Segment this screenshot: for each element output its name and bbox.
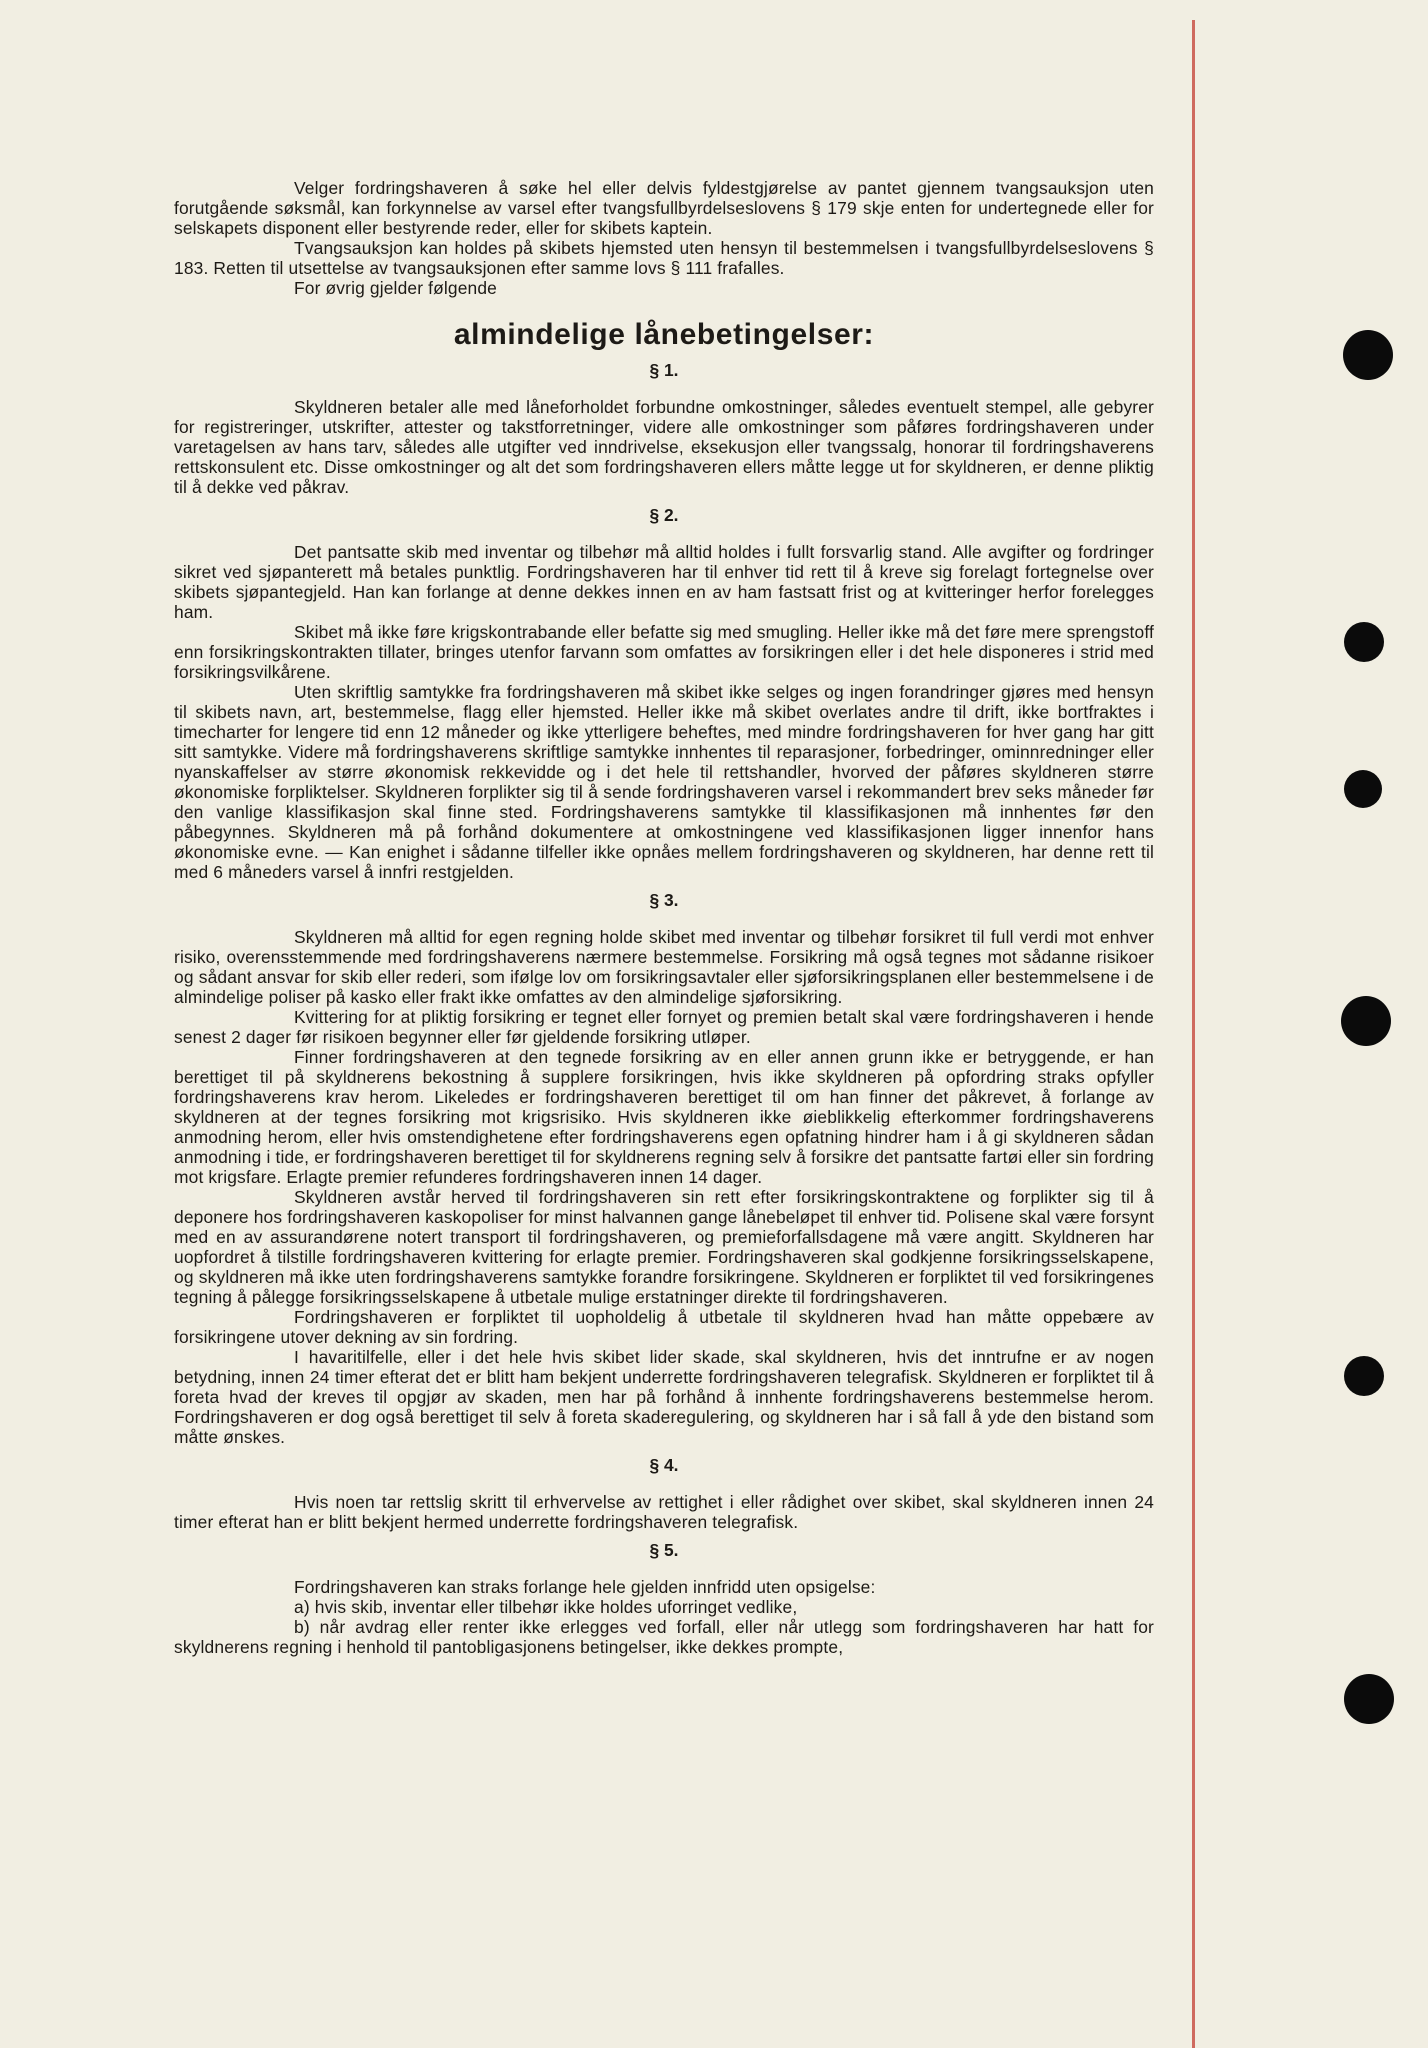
punch-hole <box>1343 330 1393 380</box>
section-paragraph: Skyldneren betaler alle med låneforholdet forbundne omkostninger, således eventuelt stempel, alle gebyrer for registreringer, utskrifter, attester og takstforretninger, videre alle omkostninger som påføres fordringshaveren under varetagelsen av hans tarv, således alle utgifter ved inndrivelse, eksekusjon eller tvangssalg, honorar til fordringshaverens rettskonsulent etc. Disse omkostninger og alt det som fordringshaveren ellers måtte legge ut for skyldneren, er denne pliktig til å dekke ved påkrav. <box>174 397 1154 497</box>
document-title: almindelige lånebetingelser: <box>453 318 875 351</box>
intro-paragraph: For øvrig gjelder følgende <box>294 278 498 298</box>
list-item: b) når avdrag eller renter ikke erlegges ved forfall, eller når utlegg som fordringshaveren har hatt for skyldnerens regning i henhold til pantobligasjonens betingelser, ikke dekkes prompte, <box>174 1617 1154 1657</box>
section-paragraph: I havaritilfelle, eller i det hele hvis skibet lider skade, skal skyldneren, hvis det inntrufne er av nogen betydning, innen 24 timer efterat det er blitt ham bekjent underrette fordringshaveren telegrafisk. Skyldneren er forpliktet til å foreta hvad der kreves til opgjør av skaden, men har på forhånd å innhente fordringshaverens bestemmelse herom. Fordringshaveren er dog også berettiget til selv å foreta skaderegulering, og skyldneren har i så fall å yde den bistand som måtte ønskes. <box>174 1347 1154 1447</box>
punch-hole <box>1344 622 1384 662</box>
list-item: a) hvis skib, inventar eller tilbehør ikke holdes uforringet vedlike, <box>294 1597 798 1617</box>
section-paragraph: Hvis noen tar rettslig skritt til erhvervelse av rettighet i eller rådighet over skibet, skal skyldneren innen 24 timer efterat han er blitt bekjent hermed underrette fordringshaveren telegrafisk. <box>174 1492 1154 1532</box>
section-paragraph: Skyldneren må alltid for egen regning holde skibet med inventar og tilbehør forsikret til full verdi mot enhver risiko, overensstemmende med fordringshaverens nærmere bestemmelse. Forsikring må også tegnes mot sådanne risikoer og sådant ansvar for skib eller rederi, som ifølge lov om forsikringsavtaler eller sjøforsikringsplanen eller bestemmelsene i de almindelige poliser på kasko eller frakt ikke omfattes av den almindelige sjøforsikring. <box>174 927 1154 1007</box>
section-paragraph: Fordringshaveren kan straks forlange hele gjelden innfridd uten opsigelse: <box>294 1577 876 1597</box>
document-body <box>174 178 1154 1657</box>
section-paragraph: Fordringshaveren er forpliktet til uopholdelig å utbetale til skyldneren hvad han måtte oppebære av forsikringene utover dekning av sin fordring. <box>174 1307 1154 1347</box>
punch-hole <box>1344 770 1382 808</box>
red-margin-line <box>1192 20 1195 2048</box>
section-paragraph: Det pantsatte skib med inventar og tilbehør må alltid holdes i fullt forsvarlig stand. Alle avgifter og fordringer sikret ved sjøpanterett må betales punktlig. Fordringshaveren har til enhver tid rett til å kreve sig forelagt fortegnelse over skibets sjøpantegjeld. Han kan forlange at denne dekkes innen en av ham fastsatt frist og at kvitteringer herfor forelegges ham. <box>174 542 1154 622</box>
section-paragraph: Skyldneren avstår herved til fordringshaveren sin rett efter forsikringskontraktene og forplikter sig til å deponere hos fordringshaveren kaskopoliser for minst halvannen gange lånebeløpet til enhver tid. Polisene skal være forsynt med en av assurandørene notert transport til fordringshaveren, og premieforfallsdagene må være angitt. Skyldneren har uopfordret å tilstille fordringshaveren kvittering for erlagte premier. Fordringshaveren skal godkjenne forsikringsselskapene, og skyldneren må ikke uten fordringshaverens samtykke forandre forsikringene. Skyldneren er forpliktet til ved forsikringenes tegning å pålegge forsikringsselskapene å utbetale mulige erstatninger direkte til fordringshaveren. <box>174 1187 1154 1307</box>
section-paragraph: Finner fordringshaveren at den tegnede forsikring av en eller annen grunn ikke er betryggende, er han berettiget til på skyldnerens bekostning å supplere forsikringen, hvis ikke skyldneren på opfordring straks opfyller fordringshaverens krav herom. Likeledes er fordringshaveren berettiget til om han finner det påkrevet, å forlange av skyldneren at der tegnes forsikring mot krigsrisiko. Hvis skyldneren ikke øieblikkelig efterkommer fordringshaverens anmodning herom, eller hvis omstendighetene efter fordringshaverens egen opfatning hindrer ham i å gi skyldneren sådan anmodning i tide, er fordringshaveren berettiget til for skyldnerens regning selv å forsikre det pantsatte fartøi eller sin fordring mot krigsfare. Erlagte premier refunderes fordringshaveren innen 14 dager. <box>174 1047 1154 1187</box>
section-heading: § 4. <box>649 1455 679 1475</box>
section-heading: § 5. <box>649 1540 679 1560</box>
section-paragraph: Kvittering for at pliktig forsikring er tegnet eller fornyet og premien betalt skal være fordringshaveren i hende senest 2 dager før risikoen begynner eller før gjeldende forsikring utløper. <box>174 1007 1154 1047</box>
section-heading: § 3. <box>649 890 679 910</box>
section-heading: § 1. <box>649 360 679 380</box>
intro-paragraph: Tvangsauksjon kan holdes på skibets hjemsted uten hensyn til bestemmelsen i tvangsfullbyrdelseslovens § 183. Retten til utsettelse av tvangsauksjonen efter samme lovs § 111 frafalles. <box>174 238 1154 278</box>
section-paragraph: Skibet må ikke føre krigskontrabande eller befatte sig med smugling. Heller ikke må det føre mere sprengstoff enn forsikringskontrakten tillater, bringes utenfor farvann som omfattes av forsikringen eller i det hele disponeres i strid med forsikringsvilkårene. <box>174 622 1154 682</box>
intro-paragraph: Velger fordringshaveren å søke hel eller delvis fyldestgjørelse av pantet gjennem tvangsauksjon uten forutgående søksmål, kan forkynnelse av varsel efter tvangsfullbyrdelseslovens § 179 skje enten for undertegnede eller for selskapets disponent eller bestyrende reder, eller for skibets kaptein. <box>174 178 1154 238</box>
punch-hole <box>1344 1674 1394 1724</box>
section-heading: § 2. <box>649 505 679 525</box>
section-paragraph: Uten skriftlig samtykke fra fordringshaveren må skibet ikke selges og ingen forandringer gjøres med hensyn til skibets navn, art, bestemmelse, flagg eller hjemsted. Heller ikke må skibet overlates andre til drift, ikke bortfraktes i timecharter for lengere tid enn 12 måneder og ikke ytterligere beheftes, med mindre fordringshaveren for hver gang har gitt sitt samtykke. Videre må fordringshaverens skriftlige samtykke innhentes til reparasjoner, forbedringer, ominnredninger eller nyanskaffelser av større økonomisk rekkevidde og i det hele til rettshandler, hvorved der påføres skyldneren større økonomiske forpliktelser. Skyldneren forplikter sig til å sende fordringshaveren varsel i rekommandert brev seks måneder før den vanlige klassifikasjon skal finne sted. Fordringshaverens samtykke til klassifikasjonen må innhentes før den påbegynnes. Skyldneren må på forhånd dokumentere at omkostningene ved klassifikasjonen ligger innenfor hans økonomiske evne. — Kan enighet i sådanne tilfeller ikke opnåes mellem fordringshaveren og skyldneren, har denne rett til med 6 måneders varsel å innfri restgjelden. <box>174 682 1154 882</box>
punch-hole <box>1341 996 1391 1046</box>
punch-hole <box>1344 1356 1384 1396</box>
